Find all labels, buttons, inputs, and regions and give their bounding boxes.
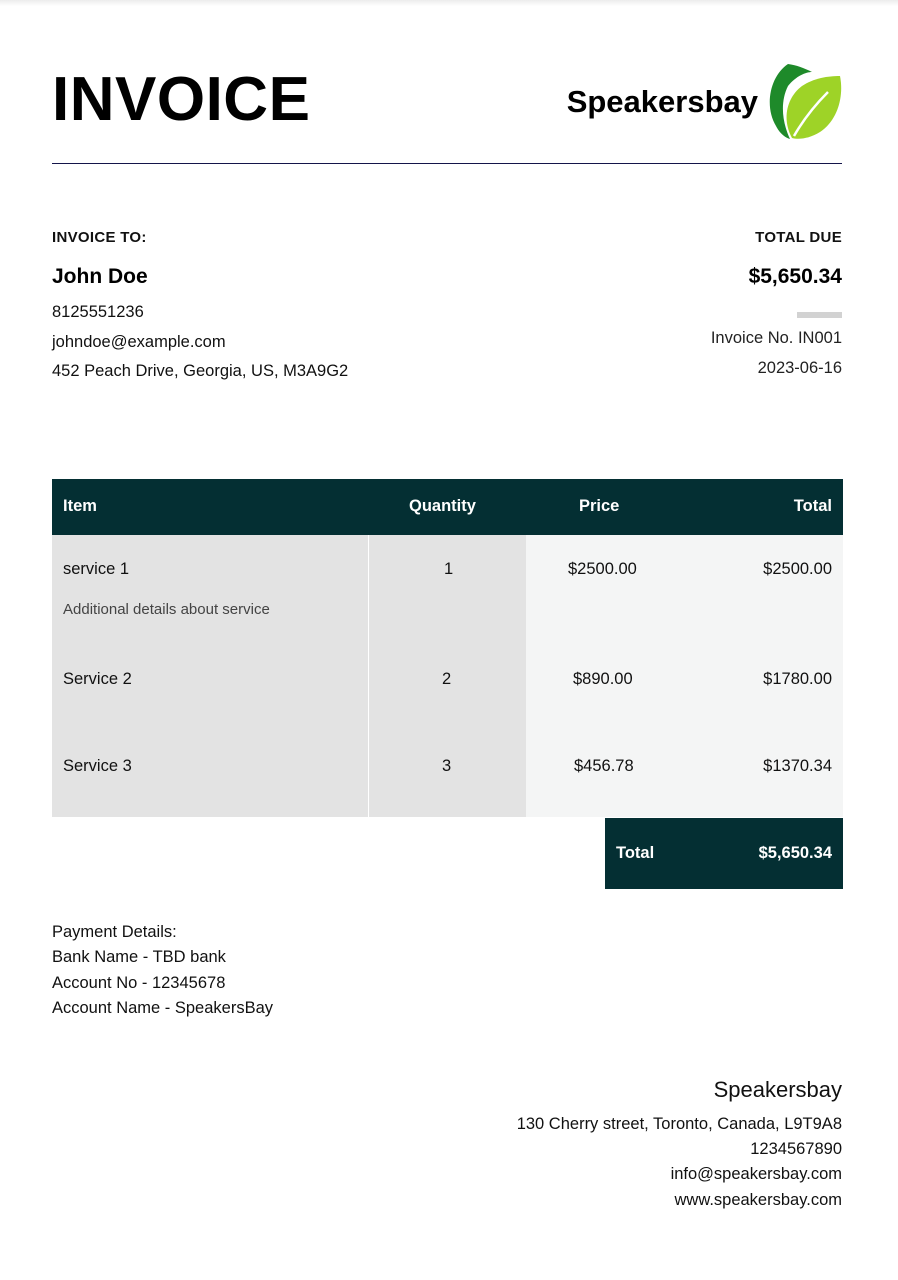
row-quantity: 3 bbox=[442, 757, 452, 775]
total-due-divider bbox=[797, 312, 842, 318]
row-total: $1780.00 bbox=[763, 670, 832, 688]
row-price: $456.78 bbox=[574, 757, 634, 775]
leaf-logo-icon bbox=[768, 62, 842, 140]
row-item-details: Additional details about service bbox=[63, 601, 270, 618]
column-header-total: Total bbox=[793, 497, 832, 515]
row-item: Service 3 bbox=[63, 757, 132, 775]
row-total: $1370.34 bbox=[763, 757, 832, 775]
total-due-amount: $5,650.34 bbox=[748, 265, 842, 288]
grand-total-label: Total bbox=[616, 844, 655, 862]
company-website: www.speakersbay.com bbox=[674, 1191, 842, 1209]
invoice-title: INVOICE bbox=[52, 65, 311, 134]
row-quantity: 2 bbox=[442, 670, 452, 688]
table-header bbox=[52, 479, 843, 535]
row-quantity: 1 bbox=[444, 560, 454, 578]
payment-heading: Payment Details: bbox=[52, 923, 177, 941]
grand-total-value: $5,650.34 bbox=[758, 844, 832, 862]
row-price: $2500.00 bbox=[568, 560, 637, 578]
line-items-table bbox=[52, 479, 843, 817]
client-address: 452 Peach Drive, Georgia, US, M3A9G2 bbox=[52, 362, 349, 380]
client-email: johndoe@example.com bbox=[52, 333, 226, 351]
invoice-number: Invoice No. IN001 bbox=[710, 329, 842, 347]
row-item: Service 2 bbox=[63, 670, 132, 688]
payment-account-no: Account No - 12345678 bbox=[52, 974, 226, 992]
client-phone: 8125551236 bbox=[52, 303, 144, 321]
company-name: Speakersbay bbox=[713, 1077, 842, 1102]
invoice-to-label: INVOICE TO: bbox=[52, 229, 147, 246]
total-due-label: TOTAL DUE bbox=[755, 229, 842, 246]
client-name: John Doe bbox=[52, 265, 148, 288]
table-body bbox=[52, 535, 843, 817]
header-divider bbox=[52, 163, 842, 164]
column-header-quantity: Quantity bbox=[409, 497, 476, 515]
payment-account-name: Account Name - SpeakersBay bbox=[52, 999, 274, 1017]
company-phone: 1234567890 bbox=[750, 1140, 842, 1158]
brand-name: Speakersbay bbox=[566, 84, 758, 119]
row-item: service 1 bbox=[63, 560, 130, 578]
row-price: $890.00 bbox=[573, 670, 633, 688]
company-address: 130 Cherry street, Toronto, Canada, L9T9A8 bbox=[516, 1115, 842, 1133]
column-header-item: Item bbox=[63, 497, 97, 515]
row-total: $2500.00 bbox=[763, 560, 832, 578]
invoice-date: 2023-06-16 bbox=[757, 359, 842, 377]
payment-bank: Bank Name - TBD bank bbox=[52, 948, 226, 966]
company-email: info@speakersbay.com bbox=[670, 1165, 842, 1183]
column-header-price: Price bbox=[579, 497, 620, 515]
top-shade bbox=[0, 0, 898, 6]
grand-total-box bbox=[605, 818, 843, 889]
